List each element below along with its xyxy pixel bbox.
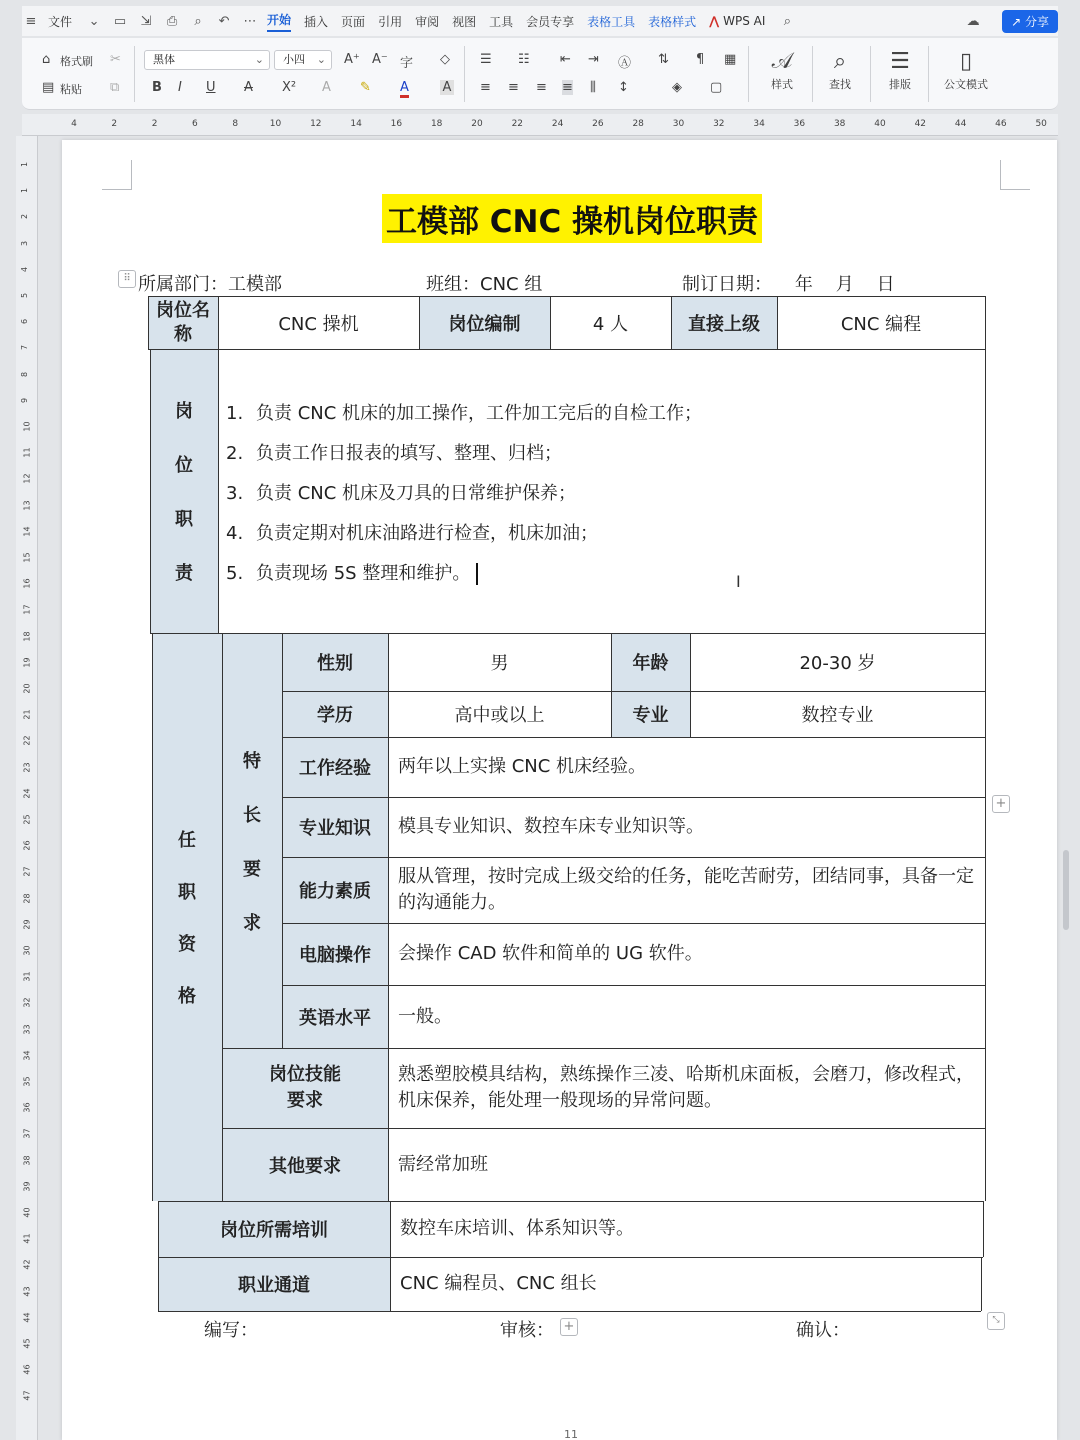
staffing-label: 岗位编制 <box>419 296 550 349</box>
separator <box>812 46 813 102</box>
ruler-tick: 9 <box>20 397 30 403</box>
ruler-tick: 2 <box>151 119 158 129</box>
ruler-tick: 29 <box>22 919 32 930</box>
shrink-font-icon[interactable]: A⁻ <box>372 52 388 67</box>
table-border <box>985 296 986 1201</box>
ruler-tick: 30 <box>22 945 32 956</box>
duties-label-char: 岗 <box>175 401 193 422</box>
table-border <box>690 633 691 737</box>
experience-label: 工作经验 <box>282 737 388 797</box>
ruler-tick: 1 <box>20 161 30 168</box>
duty-num: 5. <box>226 563 244 584</box>
hamburger-icon[interactable]: ≡ <box>25 13 37 29</box>
official-doc-button[interactable] <box>936 48 996 92</box>
ruler-tick: 36 <box>793 119 806 129</box>
gender-value[interactable]: 男 <box>490 653 509 674</box>
duty-num: 1. <box>226 403 244 424</box>
duty-num: 3. <box>226 483 244 504</box>
sort-icon[interactable]: ⇅ <box>658 52 669 67</box>
ruler-tick: 4 <box>20 266 30 272</box>
menu-bar <box>22 6 1058 36</box>
tab-insert[interactable]: 插入 <box>304 14 329 29</box>
ruler-tick: 14 <box>22 526 32 537</box>
table-border <box>150 349 151 633</box>
text-caret <box>476 563 478 585</box>
paste-icon[interactable]: ▤ <box>42 80 55 95</box>
duty-num: 2. <box>226 443 244 464</box>
char-shading-icon[interactable]: A <box>440 80 454 95</box>
superscript-icon[interactable]: X² <box>282 80 297 95</box>
table-border <box>550 296 551 349</box>
ruler-tick: 6 <box>20 319 30 325</box>
ruler-tick: 24 <box>551 119 564 129</box>
sign-confirm: 确认： <box>796 1320 850 1341</box>
separator <box>134 46 135 102</box>
font-size-value: 小四 <box>283 53 305 66</box>
crop-mark <box>1000 160 1030 190</box>
add-column-icon[interactable]: + <box>992 795 1010 813</box>
qualification-label-char: 格 <box>178 986 196 1007</box>
ruler-tick: 6 <box>192 119 198 129</box>
border-icon[interactable]: ▢ <box>710 80 723 95</box>
ruler-tick: 34 <box>753 119 765 129</box>
search-icon[interactable]: ⌕ <box>783 13 792 29</box>
ruler-tick: 11 <box>22 447 32 458</box>
special-requirements-label-char: 长 <box>243 804 261 826</box>
special-requirements-label-char: 特 <box>243 750 261 772</box>
duty-item[interactable] <box>226 522 702 562</box>
bullet-list-icon[interactable]: ☰ <box>480 52 492 67</box>
chevron-down-icon[interactable]: ⌄ <box>88 13 100 29</box>
styles-button[interactable] <box>756 48 808 92</box>
tab-view[interactable]: 视图 <box>452 14 477 29</box>
ibeam-cursor-icon: I <box>736 572 741 591</box>
ruler-tick: 28 <box>22 893 32 904</box>
skill-label: 岗位技能要求 <box>222 1048 388 1128</box>
official-doc-label: 公文模式 <box>944 78 988 91</box>
strikethrough-icon[interactable]: A <box>244 80 253 95</box>
crop-mark <box>102 160 132 190</box>
distributed-icon[interactable]: ⫼ <box>590 80 596 95</box>
tab-tools[interactable]: 工具 <box>489 14 514 29</box>
table-border <box>148 296 149 349</box>
ruler-tick: 4 <box>71 119 77 129</box>
career-value[interactable]: CNC 编程员、CNC 组长 <box>400 1273 597 1294</box>
table-resize-icon[interactable]: ⤡ <box>987 1312 1005 1330</box>
duties-list <box>226 402 702 602</box>
tab-page[interactable]: 页面 <box>341 14 366 29</box>
ruler-tick: 2 <box>20 214 30 220</box>
vertical-scrollbar[interactable] <box>1063 850 1069 930</box>
print-icon[interactable]: ⎙ <box>166 13 178 29</box>
career-label: 职业通道 <box>158 1257 390 1311</box>
knowledge-value[interactable]: 模具专业知识、数控车床专业知识等。 <box>398 816 704 837</box>
table-border <box>611 633 612 737</box>
ruler-tick: 10 <box>22 421 32 432</box>
wps-ai-label: WPS AI <box>723 14 766 28</box>
text-direction-icon[interactable]: Ⓐ <box>618 56 632 71</box>
ruler-tick: 16 <box>390 119 403 129</box>
ruler-tick: 44 <box>954 119 967 129</box>
tab-table-tools[interactable]: 表格工具 <box>587 14 636 29</box>
duty-item[interactable] <box>226 482 702 522</box>
font-size-select[interactable] <box>274 50 332 70</box>
ruler-tick: 46 <box>995 119 1007 129</box>
ruler-tick: 7 <box>20 345 30 351</box>
computer-label: 电脑操作 <box>282 923 388 985</box>
ruler-tick: 40 <box>874 119 886 129</box>
ruler-tick: 16 <box>22 578 32 589</box>
table-border <box>222 1048 985 1049</box>
english-label: 英语水平 <box>282 985 388 1048</box>
ruler-tick: 2 <box>111 119 118 129</box>
ruler-tick: 18 <box>430 119 443 129</box>
ruler-tick: 13 <box>22 500 32 511</box>
ruler-tick: 38 <box>22 1155 32 1166</box>
table-grid-icon[interactable]: ▦ <box>724 52 737 67</box>
separator <box>464 46 465 102</box>
undo-icon[interactable]: ↶ <box>218 13 230 29</box>
table-border <box>222 633 223 1201</box>
document-page[interactable] <box>62 140 1057 1440</box>
table-move-handle-icon[interactable]: ⠿ <box>118 270 136 288</box>
ruler-tick: 33 <box>22 1024 32 1035</box>
skill-value[interactable]: 熟悉塑胶模具结构，熟练操作三凌、哈斯机床面板，会磨刀，修改程式，机床保养，能处理一般现场的异常问题。 <box>398 1064 974 1111</box>
qualification-label-char: 资 <box>178 934 196 955</box>
education-value[interactable]: 高中或以上 <box>454 705 545 726</box>
training-label: 岗位所需培训 <box>158 1201 390 1257</box>
share-icon: ↗ <box>1011 14 1022 29</box>
ruler-tick: 15 <box>22 552 32 563</box>
meta-department: 所属部门：工模部 <box>138 274 282 295</box>
decrease-indent-icon[interactable]: ⇤ <box>560 52 571 67</box>
duty-num: 4. <box>226 523 244 544</box>
show-marks-icon[interactable]: ¶ <box>696 52 705 67</box>
knowledge-label: 专业知识 <box>282 797 388 857</box>
add-row-icon[interactable]: + <box>560 1318 578 1336</box>
ruler-tick: 20 <box>22 683 32 694</box>
page-number: 11 <box>564 1428 578 1440</box>
tab-references[interactable]: 引用 <box>378 14 403 29</box>
duties-label-char: 责 <box>175 563 193 584</box>
duty-item[interactable] <box>226 442 702 482</box>
ruler-tick: 22 <box>511 119 524 129</box>
font-color-icon[interactable]: A <box>400 80 409 98</box>
ruler-tick: 14 <box>350 119 362 129</box>
meta-date: 制订日期： 年 月 日 <box>682 274 895 295</box>
ruler-tick: 47 <box>22 1390 32 1401</box>
sign-reviewer: 审核： <box>500 1320 554 1341</box>
special-requirements-label-char: 求 <box>243 912 261 934</box>
ruler-tick: 45 <box>22 1338 32 1349</box>
layout-button[interactable] <box>874 48 926 92</box>
format-painter-icon[interactable]: ⌂ <box>42 52 51 67</box>
special-requirements-label-char: 要 <box>243 858 261 880</box>
ruler-tick: 43 <box>22 1286 32 1297</box>
staffing-value[interactable]: 4 人 <box>592 313 629 335</box>
ruler-tick: 5 <box>20 292 30 299</box>
age-label: 年龄 <box>611 633 690 691</box>
ruler-tick: 42 <box>22 1259 32 1270</box>
training-value[interactable]: 数控车床培训、体系知识等。 <box>400 1218 634 1239</box>
table-border <box>158 1201 159 1311</box>
vertical-ruler[interactable] <box>16 136 38 1440</box>
more-icon[interactable]: ⋯ <box>243 13 257 29</box>
ribbon-toolbar <box>22 38 1058 110</box>
cut-icon[interactable]: ✂ <box>110 52 121 67</box>
ruler-tick: 3 <box>20 240 30 246</box>
special-requirements-label <box>222 633 282 1048</box>
ruler-tick: 39 <box>22 1181 32 1192</box>
gender-label: 性别 <box>282 633 388 691</box>
find-button[interactable] <box>814 48 866 92</box>
qualification-label-char: 任 <box>178 830 196 851</box>
numbered-list-icon[interactable]: ☷ <box>518 52 530 67</box>
font-name-select[interactable] <box>144 50 270 70</box>
duty-item[interactable] <box>226 562 702 602</box>
duty-text: 负责现场 5S 整理和维护。 <box>256 563 471 584</box>
experience-value[interactable]: 两年以上实操 CNC 机床经验。 <box>398 756 647 777</box>
ruler-tick: 1 <box>20 188 30 194</box>
ruler-tick: 23 <box>22 762 32 773</box>
ruler-tick: 32 <box>22 997 32 1008</box>
duty-text: 负责 CNC 机床的加工操作，工件加工完后的自检工作； <box>256 403 703 424</box>
copy-icon[interactable]: ⧉ <box>110 80 120 95</box>
ruler-tick: 37 <box>22 1128 32 1139</box>
horizontal-ruler[interactable] <box>22 114 1058 136</box>
duty-text: 负责工作日报表的填写、整理、归档； <box>256 443 562 464</box>
ruler-tick: 27 <box>22 866 32 877</box>
table-border <box>282 633 283 1048</box>
post-name-label: 岗位名称 <box>148 296 218 349</box>
computer-value[interactable]: 会操作 CAD 软件和简单的 UG 软件。 <box>398 943 703 964</box>
ruler-tick: 24 <box>22 788 32 799</box>
table-border <box>150 633 985 634</box>
other-label: 其他要求 <box>222 1128 388 1201</box>
ruler-tick: 42 <box>914 119 927 129</box>
duty-text: 负责 CNC 机床及刀具的日常维护保养； <box>256 483 577 504</box>
chevron-down-icon: ⌄ <box>316 53 326 66</box>
table-border <box>388 633 389 1201</box>
ruler-tick: 26 <box>592 119 604 129</box>
ruler-tick: 36 <box>22 1102 32 1113</box>
menu-right <box>964 10 1058 33</box>
qualification-label <box>152 633 222 1201</box>
table-border <box>777 296 778 349</box>
ruler-tick: 12 <box>22 473 32 484</box>
text-effect-icon[interactable]: A <box>322 80 331 95</box>
ruler-tick: 44 <box>22 1312 32 1323</box>
layout-icon: ☰ <box>890 49 910 74</box>
table-border <box>671 296 672 349</box>
document-title[interactable]: 工模部 CNC 操机岗位职责 <box>382 194 762 243</box>
table-border <box>148 296 985 297</box>
align-center-icon[interactable]: ≡ <box>508 80 519 95</box>
ability-label: 能力素质 <box>282 857 388 923</box>
paste-label[interactable]: 粘贴 <box>60 83 82 96</box>
ruler-tick: 12 <box>310 119 322 129</box>
duty-text: 负责定期对机床油路进行检查，机床加油； <box>256 523 598 544</box>
wps-ai-icon: ⋀ <box>709 14 720 28</box>
duties-label <box>150 349 218 633</box>
superior-label: 直接上级 <box>671 296 777 349</box>
italic-icon[interactable]: I <box>178 80 182 95</box>
table-border <box>152 633 153 1201</box>
ruler-tick: 35 <box>22 1076 32 1087</box>
preview-icon[interactable]: ⌕ <box>194 13 202 29</box>
document-icon: ▯ <box>959 49 973 74</box>
menu-file[interactable]: 文件 <box>48 14 73 29</box>
ruler-tick: 38 <box>833 119 846 129</box>
tab-home[interactable]: 开始 <box>267 11 291 32</box>
align-left-icon[interactable]: ≡ <box>480 80 491 95</box>
ability-value[interactable]: 服从管理，按时完成上级交给的任务，能吃苦耐劳，团结同事，具备一定的沟通能力。 <box>398 866 974 913</box>
share-button[interactable] <box>1002 10 1058 33</box>
ruler-tick: 20 <box>471 119 483 129</box>
sign-writer: 编写： <box>204 1320 258 1341</box>
ruler-tick: 31 <box>22 971 32 982</box>
separator <box>748 46 749 102</box>
qualification-label-char: 职 <box>178 882 196 903</box>
ruler-tick: 10 <box>269 119 282 129</box>
clear-format-icon[interactable]: ◇ <box>440 52 450 67</box>
line-spacing-icon[interactable]: ↕ <box>618 80 629 95</box>
table-border <box>158 1311 981 1312</box>
tab-table-style[interactable]: 表格样式 <box>648 14 697 29</box>
table-border <box>158 1201 983 1202</box>
justify-icon[interactable]: ≡ <box>562 80 573 95</box>
table-border <box>983 1201 984 1257</box>
ruler-tick: 41 <box>22 1233 32 1244</box>
ruler-tick: 28 <box>632 119 644 129</box>
export-icon[interactable]: ⇲ <box>140 13 152 29</box>
ruler-tick: 22 <box>22 735 32 746</box>
shading-icon[interactable]: ◈ <box>672 80 682 95</box>
phonetic-icon[interactable]: 字 <box>400 56 414 71</box>
table-border <box>419 296 420 349</box>
ruler-tick: 8 <box>232 119 239 129</box>
separator <box>870 46 871 102</box>
table-border <box>148 349 985 350</box>
duties-label-char: 职 <box>175 509 193 530</box>
major-value[interactable]: 数控专业 <box>801 705 874 726</box>
layout-label: 排版 <box>889 78 911 91</box>
ruler-tick: 17 <box>22 604 32 615</box>
format-painter-label[interactable]: 格式刷 <box>60 55 93 68</box>
wps-ai-button[interactable] <box>709 14 765 28</box>
font-name-value: 黑体 <box>153 53 175 66</box>
education-label: 学历 <box>282 691 388 737</box>
ruler-tick: 19 <box>22 657 32 668</box>
bold-icon[interactable]: B <box>152 80 162 95</box>
styles-label: 样式 <box>771 78 793 91</box>
duties-label-char: 位 <box>175 455 193 476</box>
table-border <box>158 1257 983 1258</box>
ruler-tick: 25 <box>22 814 32 825</box>
chevron-down-icon: ⌄ <box>254 53 264 66</box>
underline-icon[interactable]: U <box>206 80 216 95</box>
find-label: 查找 <box>829 78 851 91</box>
ruler-tick: 26 <box>22 840 32 851</box>
superior-value[interactable]: CNC 编程 <box>840 313 922 335</box>
table-border <box>218 296 219 633</box>
table-border <box>390 1201 391 1311</box>
ruler-tick: 21 <box>22 709 32 720</box>
ruler-tick: 30 <box>672 119 685 129</box>
share-label: 分享 <box>1024 14 1049 29</box>
major-label: 专业 <box>611 691 690 737</box>
highlight-icon[interactable]: ✎ <box>360 80 371 95</box>
duty-item[interactable] <box>226 402 702 442</box>
ruler-tick: 50 <box>1035 119 1047 129</box>
other-value[interactable]: 需经常加班 <box>398 1153 488 1175</box>
tab-member[interactable]: 会员专享 <box>526 14 575 29</box>
ruler-tick: 32 <box>713 119 725 129</box>
styles-icon: 𝒜 <box>771 49 793 74</box>
ruler-tick: 18 <box>22 631 32 642</box>
grow-font-icon[interactable]: A⁺ <box>344 52 360 67</box>
table-border <box>981 1257 982 1311</box>
table-border <box>222 1128 985 1129</box>
post-name-value[interactable]: CNC 操机 <box>278 313 359 335</box>
save-icon[interactable]: ▭ <box>113 13 127 29</box>
search-icon: ⌕ <box>833 49 847 74</box>
ruler-tick: 34 <box>22 1050 32 1061</box>
align-right-icon[interactable]: ≡ <box>536 80 547 95</box>
cloud-upload-icon[interactable]: ☁ <box>966 13 980 29</box>
separator <box>928 46 929 102</box>
ruler-tick: 46 <box>22 1364 32 1375</box>
english-value[interactable]: 一般。 <box>398 1005 452 1027</box>
ruler-tick: 40 <box>22 1207 32 1218</box>
ruler-tick: 8 <box>20 371 30 377</box>
meta-team: 班组：CNC 组 <box>426 274 543 295</box>
age-value[interactable]: 20-30 岁 <box>799 653 876 674</box>
tab-review[interactable]: 审阅 <box>415 14 440 29</box>
increase-indent-icon[interactable]: ⇥ <box>588 52 599 67</box>
